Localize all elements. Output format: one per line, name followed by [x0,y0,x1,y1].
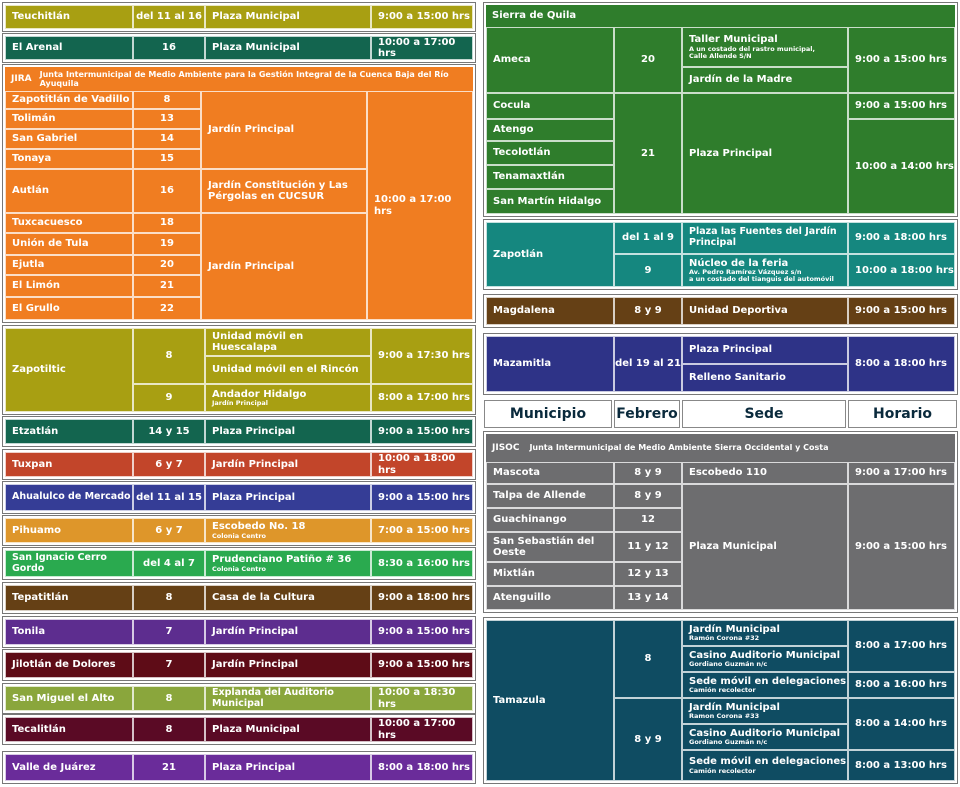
jira-dia-6: 19 [133,233,201,255]
taller-address-2: Calle Allende S/N [689,51,752,60]
header-sede: Sede [682,400,846,428]
horario-cell: 9:00 a 18:00 hrs [848,222,955,254]
sede-cell: Plaza Principal [205,419,371,444]
quila-mun-san-martin: San Martín Hidalgo [486,189,614,214]
dia-cell: 14 y 15 [133,419,205,444]
sede-cell: Jardín Principal [205,619,371,645]
sede-cell: Unidad Deportiva [682,297,848,325]
horario-cell: 9:00 a 18:00 hrs [371,585,473,611]
tamazula-dia-2: 8 y 9 [614,698,682,781]
tamazula-block [484,618,957,783]
sede-cell: Casa de la Cultura [205,585,371,611]
jira-dia-8: 21 [133,275,201,297]
tamazula-hora-3: 8:00 a 14:00 hrs [848,698,955,750]
jira-dia-0: 8 [133,91,201,109]
jira-title: JIRA [11,73,32,84]
row-zapotiltic [3,326,475,414]
municipio-cell: San Miguel el Alto [5,686,133,711]
sede-name: Sede móvil en delegaciones [689,675,847,687]
sede-name: Jardín Municipal [689,623,780,635]
row-etzatlan [3,417,475,446]
municipio-cell: San Ignacio Cerro Gordo [5,550,133,577]
horario-cell: 8:00 a 18:00 hrs [371,754,473,781]
quila-sede-2: Plaza Principal [682,93,848,214]
tamazula-sede-4 [682,724,848,750]
jira-dia-1: 13 [133,109,201,129]
municipio-cell: Teuchitlán [5,5,133,29]
sede-address: Camión recolector [689,766,756,775]
sede-address: Colonia Centro [212,564,267,573]
jisoc-block [484,432,957,612]
municipio-cell: Mazamitla [486,336,614,392]
jira-mun-3: Tonaya [5,149,133,169]
sede-name: Escobedo No. 18 [212,521,306,533]
municipio-cell: Pihuamo [5,518,133,543]
header-horario: Horario [848,400,957,428]
jira-header [5,67,473,91]
municipio-cell: El Arenal [5,36,133,60]
jira-sede-1: Jardín Principal [201,91,367,169]
horario-cell: 8:30 a 16:00 hrs [371,550,473,577]
tamazula-sede-0 [682,620,848,646]
sede-cell: Explanda del Auditorio Municipal [205,686,371,711]
horario-cell: 9:00 a 15:00 hrs [371,419,473,444]
municipio-cell: Tecalitlán [5,717,133,742]
municipio-cell: Etzatlán [5,419,133,444]
jisoc-mun-5: Atenguillo [486,586,614,610]
sede-address: Jardín Principal [212,399,268,408]
sede-address-2: a un costado del tianguis del automóvil [689,275,834,284]
quila-mun-cocula: Cocula [486,93,614,119]
jira-dia-2: 14 [133,129,201,149]
sede-address: Camión recolector [689,686,756,695]
sede-name: Andador Hidalgo [212,388,307,400]
jira-dia-5: 18 [133,213,201,233]
jira-sede-2: Jardín Constitución y Las Pérgolas en CUCSUR [201,169,367,213]
dia-cell: 8 [133,328,205,384]
horario-cell: 8:00 a 18:00 hrs [848,336,955,392]
sede-cell: Plaza Municipal [205,717,371,742]
row-valle-de-juarez [3,752,475,783]
row-zapotlan [484,220,957,289]
quila-hora-2: 9:00 a 15:00 hrs [848,93,955,119]
jira-mun-6: Unión de Tula [5,233,133,255]
jira-mun-1: Tolimán [5,109,133,129]
quila-ameca: Ameca [486,27,614,93]
jira-mun-9: El Grullo [5,297,133,320]
dia-cell: 9 [133,384,205,412]
sede-address-1: Av. Pedro Ramírez Vázquez s/n [689,268,802,277]
horario-cell: 9:00 a 15:00 hrs [371,484,473,511]
quila-mun-tenamaxtlan: Tenamaxtlán [486,165,614,189]
municipio-cell: Ahualulco de Mercado [5,484,133,511]
sede-name: Núcleo de la feria [689,257,789,269]
jira-block [3,65,475,322]
sede-cell [205,550,371,577]
jisoc-dia-2: 12 [614,508,682,532]
tamazula-sede-3 [682,698,848,724]
jisoc-hora-2: 9:00 a 15:00 hrs [848,484,955,610]
sierra-de-quila-block [484,3,957,216]
sede-cell: Plaza Municipal [205,36,371,60]
sede-address: Colonia Centro [212,531,267,540]
dia-cell: 21 [133,754,205,781]
jira-horario: 10:00 a 17:00 hrs [367,91,473,320]
tamazula-municipio: Tamazula [486,620,614,781]
row-tepatitlan [3,583,475,613]
jisoc-dia-1: 8 y 9 [614,484,682,508]
row-el-arenal [3,34,475,62]
horario-cell: 9:00 a 15:00 hrs [371,5,473,29]
quila-hora-1: 9:00 a 15:00 hrs [848,27,955,93]
horario-cell: 10:00 a 17:00 hrs [371,717,473,742]
sede-address: Gordiano Guzmán n/c [689,738,768,747]
quila-hora-3: 10:00 a 14:00 hrs [848,119,955,214]
dia-cell: 8 [133,585,205,611]
jisoc-header [486,434,955,462]
taller-address-1: A un costado del rastro municipal, [689,44,816,53]
jisoc-title: JISOC [492,442,520,453]
sede-cell: Relleno Sanitario [682,364,848,392]
sede-address: Ramon Corona #33 [689,712,760,721]
row-san-ignacio [3,548,475,579]
jira-dia-7: 20 [133,255,201,275]
quila-taller [682,27,848,67]
tamazula-sede-5 [682,750,848,781]
dia-cell: 9 [614,254,682,287]
row-jilotlan [3,650,475,680]
jira-mun-7: Ejutla [5,255,133,275]
jisoc-mun-4: Mixtlán [486,562,614,586]
jisoc-subtitle: Junta Intermunicipal de Medio Ambiente Sierra Occidental y Costa [529,443,829,453]
row-mazamitla [484,334,957,394]
header-municipio: Municipio [484,400,612,428]
row-tecalitlan [3,715,475,744]
row-magdalena [484,295,957,327]
jisoc-mun-1: Talpa de Allende [486,484,614,508]
municipio-cell: Tepatitlán [5,585,133,611]
taller-name: Taller Municipal [689,34,778,46]
sede-cell: Jardín Principal [205,452,371,477]
sede-cell [205,384,371,412]
sede-cell: Plaza Principal [682,336,848,364]
tamazula-hora-2: 8:00 a 16:00 hrs [848,672,955,698]
jisoc-dia-5: 13 y 14 [614,586,682,610]
jisoc-mun-0: Mascota [486,462,614,484]
municipio-cell: Jilotlán de Dolores [5,652,133,678]
jira-dia-9: 22 [133,297,201,320]
municipio-cell: Zapotiltic [5,328,133,412]
quila-mun-atengo: Atengo [486,119,614,141]
horario-cell: 9:00 a 15:00 hrs [848,297,955,325]
jira-mun-2: San Gabriel [5,129,133,149]
dia-cell: del 11 al 16 [133,5,205,29]
tamazula-sede-1 [682,646,848,672]
jira-mun-0: Zapotitlán de Vadillo [5,91,133,109]
jira-dia-4: 16 [133,169,201,213]
tamazula-dia-1: 8 [614,620,682,698]
jira-subtitle: Junta Intermunicipal de Medio Ambiente para la Gestión Integral de la Cuenca Baja del Río Ayuquila [39,69,449,88]
sede-address: Gordiano Guzmán n/c [689,660,768,669]
sede-cell: Unidad móvil en el Rincón [205,356,371,384]
horario-cell: 9:00 a 15:00 hrs [371,652,473,678]
dia-cell: del 11 al 15 [133,484,205,511]
municipio-cell: Tuxpan [5,452,133,477]
dia-cell: 6 y 7 [133,518,205,543]
dia-cell: del 4 al 7 [133,550,205,577]
jira-dia-3: 15 [133,149,201,169]
horario-cell: 10:00 a 18:00 hrs [371,452,473,477]
horario-cell: 9:00 a 17:30 hrs [371,328,473,384]
dia-cell: 16 [133,36,205,60]
horario-cell: 10:00 a 18:00 hrs [848,254,955,287]
tamazula-sede-2 [682,672,848,698]
municipio-cell: Valle de Juárez [5,754,133,781]
sede-name: Casino Auditorio Municipal [689,649,841,661]
jisoc-hora-1: 9:00 a 17:00 hrs [848,462,955,484]
sede-cell: Jardín Principal [205,652,371,678]
dia-cell: 8 y 9 [614,297,682,325]
sede-cell: Plaza Municipal [205,5,371,29]
horario-cell: 10:00 a 18:30 hrs [371,686,473,711]
jisoc-mun-2: Guachinango [486,508,614,532]
quila-mun-tecolotlan: Tecolotlán [486,141,614,165]
jisoc-dia-4: 12 y 13 [614,562,682,586]
dia-cell: del 19 al 21 [614,336,682,392]
jisoc-mun-3: San Sebastián del Oeste [486,532,614,562]
jisoc-sede-2: Plaza Municipal [682,484,848,610]
jisoc-dia-3: 11 y 12 [614,532,682,562]
dia-cell: 7 [133,619,205,645]
horario-cell: 7:00 a 15:00 hrs [371,518,473,543]
horario-cell: 8:00 a 17:00 hrs [371,384,473,412]
quila-title: Sierra de Quila [492,10,577,22]
sede-cell [682,254,848,287]
sede-cell: Plaza las Fuentes del Jardín Principal [682,222,848,254]
quila-ameca-dia: 20 [614,27,682,93]
municipio-cell: Tonila [5,619,133,645]
dia-cell: 7 [133,652,205,678]
row-ahualulco [3,482,475,513]
jira-sede-3: Jardín Principal [201,213,367,320]
quila-dia-2: 21 [614,93,682,214]
municipio-cell: Zapotlán [486,222,614,287]
header-febrero: Febrero [614,400,680,428]
sede-name: Casino Auditorio Municipal [689,727,841,739]
row-san-miguel [3,684,475,713]
dia-cell: del 1 al 9 [614,222,682,254]
dia-cell: 8 [133,686,205,711]
dia-cell: 6 y 7 [133,452,205,477]
dia-cell: 8 [133,717,205,742]
row-tuxpan [3,450,475,479]
sede-name: Prudenciano Patiño # 36 [212,554,352,566]
sede-cell: Plaza Principal [205,484,371,511]
row-pihuamo [3,516,475,545]
sede-address: Ramón Corona #32 [689,634,760,643]
horario-cell: 9:00 a 15:00 hrs [371,619,473,645]
sede-cell: Unidad móvil en Huescalapa [205,328,371,356]
horario-cell: 10:00 a 17:00 hrs [371,36,473,60]
jira-mun-4: Autlán [5,169,133,213]
tamazula-hora-1: 8:00 a 17:00 hrs [848,620,955,672]
jira-mun-8: El Limón [5,275,133,297]
row-tonila [3,617,475,647]
quila-madre: Jardín de la Madre [682,67,848,93]
row-teuchitlan [3,3,475,31]
jisoc-dia-0: 8 y 9 [614,462,682,484]
jira-mun-5: Tuxcacuesco [5,213,133,233]
municipio-cell: Magdalena [486,297,614,325]
sede-cell [205,518,371,543]
tamazula-hora-4: 8:00 a 13:00 hrs [848,750,955,781]
sede-name: Jardín Municipal [689,701,780,713]
jisoc-sede-1: Escobedo 110 [682,462,848,484]
sede-cell: Plaza Principal [205,754,371,781]
sede-name: Sede móvil en delegaciones [689,756,847,768]
